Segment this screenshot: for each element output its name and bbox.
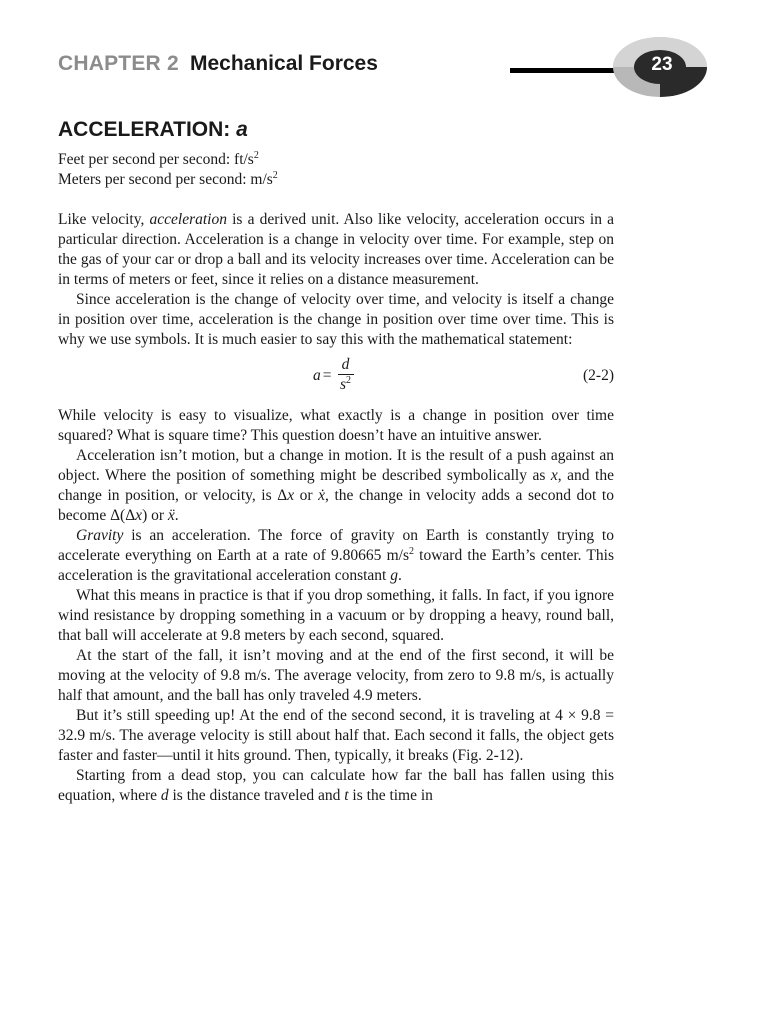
equation-denominator-exp: 2 <box>346 374 352 386</box>
page-number: 23 <box>651 54 673 75</box>
p1-text-b: is a derived unit. Also like velocity, acceleration occurs in a particular direction. Acceleration is a change in velocity over time. For example, step on the gas of your car or drop a ball and its velocity increases over time. Acceleration can be in terms of meters or feet, since it relies on a distance measurement. <box>58 211 614 288</box>
equation-denominator-var: s <box>339 376 347 393</box>
equation-number: (2-2) <box>583 367 614 384</box>
p5-text-c: . <box>397 567 402 584</box>
section-heading <box>58 118 248 142</box>
section-heading-symbol: a <box>236 118 248 141</box>
p4-var-x3: ẋ <box>318 487 326 504</box>
p4-text-d: , the change in velocity adds a second dot to become Δ(Δ <box>58 487 614 524</box>
p9-text-c: is the time in <box>348 787 433 804</box>
p4-text-f: . <box>174 507 179 524</box>
p5-exp: 2 <box>408 545 414 557</box>
equation-equals: = <box>322 366 332 384</box>
p5-term-gravity: Gravity <box>76 527 124 544</box>
p9-var-t: t <box>344 787 349 804</box>
p4-text-e: ) or <box>142 507 168 524</box>
equation-fraction <box>338 356 354 395</box>
chapter-label: CHAPTER 2 <box>58 52 179 75</box>
equation-lhs: a <box>313 366 321 384</box>
section-heading-text: ACCELERATION: <box>58 118 237 141</box>
p4-text-a: Acceleration isn’t motion, but a change in motion. It is the result of a push against an object. Where the position of something might be described symbolically as <box>58 447 614 484</box>
paragraph-5 <box>58 526 614 586</box>
p5-text-a: is an acceleration. The force of gravity on Earth is constantly trying to accelerate everything on Earth at a rate of 9.80665 m/s <box>58 527 614 564</box>
p4-var-x4: x <box>135 507 143 524</box>
p5-var-g: g <box>390 567 398 584</box>
p4-text-c: or <box>294 487 319 504</box>
paragraph-8: But it’s still speeding up! At the end of the second second, it is traveling at 4 × 9.8 = 32.9 m/s. The average velocity is still about half that. Each second it falls, the object gets faster and faster—until it hits ground. Then, typically, it breaks (Fig. 2-12). <box>58 707 614 764</box>
chapter-title: Mechanical Forces <box>190 52 378 75</box>
p4-var-x1: x <box>550 467 558 484</box>
p4-text-b: , and the change in position, or velocity, is Δ <box>58 467 614 504</box>
unit-feet: Feet per second per second: ft/s <box>58 151 254 168</box>
unit-feet-exp: 2 <box>253 149 259 161</box>
p5-text-b: toward the Earth’s center. This acceleration is the gravitational acceleration constant <box>58 547 614 584</box>
p1-text-a: Like velocity, <box>58 211 150 228</box>
paragraph-3: While velocity is easy to visualize, what exactly is a change in position over time squared? What is square time? This question doesn’t have an intuitive answer. <box>58 407 614 444</box>
page-header <box>0 0 762 110</box>
body-text <box>58 150 614 806</box>
paragraph-1 <box>58 210 614 290</box>
equation-2-2 <box>58 350 614 406</box>
p1-term-acceleration: acceleration <box>149 211 227 228</box>
p4-var-x2: x <box>287 487 295 504</box>
p4-var-x5: ẍ <box>167 507 175 524</box>
paragraph-6: What this means in practice is that if you drop something, it falls. In fact, if you ignore wind resistance by dropping something in a vacuum or by dropping a heavy, round ball, that ball will accelerate at 9.8 meters by each second, squared. <box>58 587 614 644</box>
unit-meters-exp: 2 <box>272 169 278 181</box>
equation-body <box>313 356 354 395</box>
units-list <box>58 150 614 190</box>
p9-text-a: Starting from a dead stop, you can calculate how far the ball has fallen using this equation, where <box>58 767 614 804</box>
paragraph-2: Since acceleration is the change of velocity over time, and velocity is itself a change in position over time, acceleration is the change in position over time over time. This is why we use symbols. It is much easier to say this with the mathematical statement: <box>58 291 614 348</box>
equation-numerator: d <box>341 356 350 373</box>
paragraph-4 <box>58 446 614 526</box>
p9-text-b: is the distance traveled and <box>168 787 345 804</box>
equation-denominator <box>340 375 351 395</box>
paragraph-9 <box>58 766 614 806</box>
paragraph-7: At the start of the fall, it isn’t moving and at the end of the first second, it will be moving at the velocity of 9.8 m/s. The average velocity, from zero to 9.8 m/s, is actually half that amount, and the ball has only traveled 4.9 meters. <box>58 647 614 704</box>
p9-var-d: d <box>160 787 169 804</box>
unit-meters: Meters per second per second: m/s <box>58 171 273 188</box>
